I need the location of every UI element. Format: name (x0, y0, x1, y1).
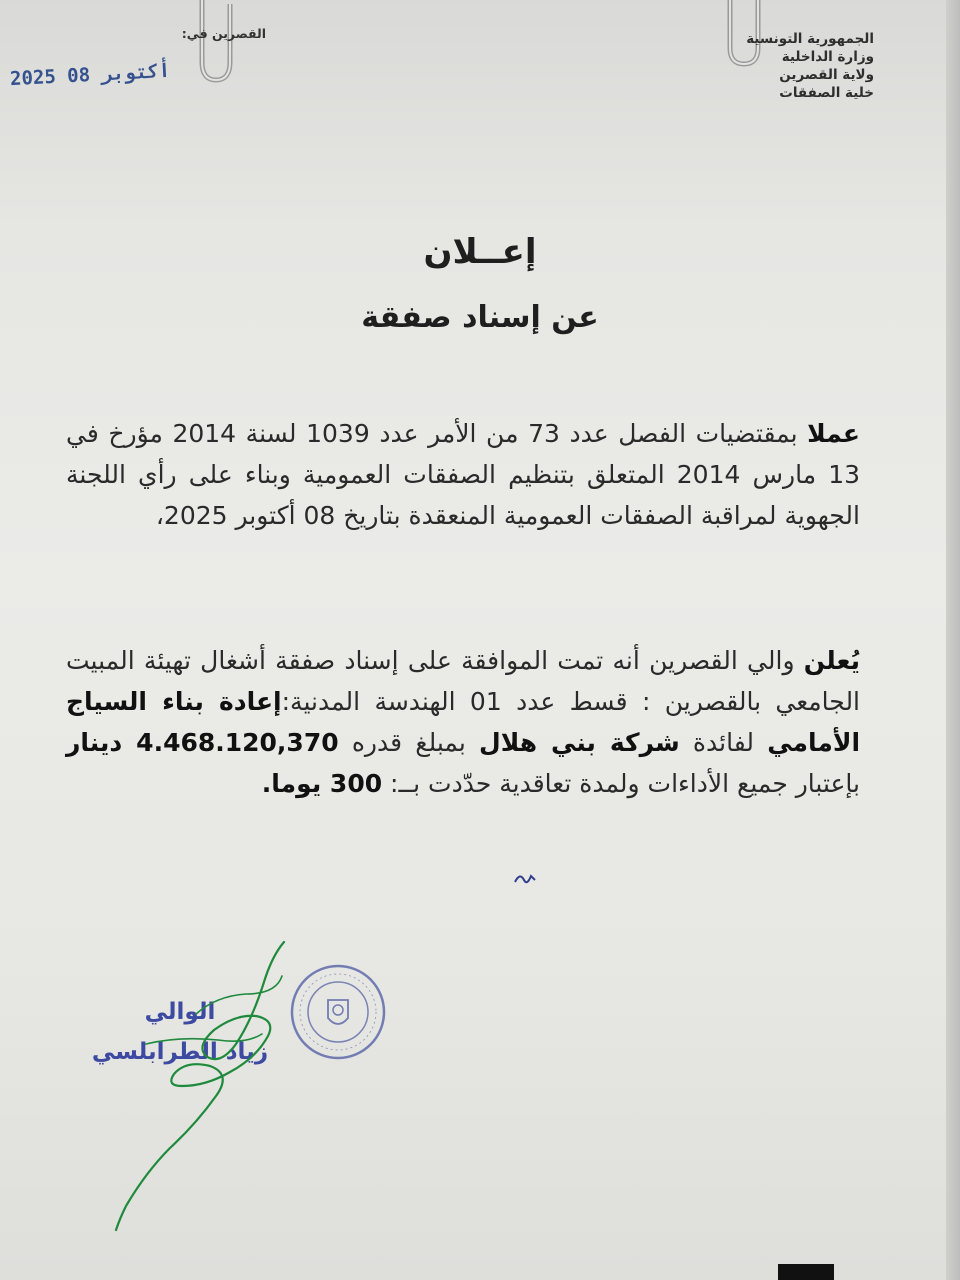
document-title: إعــلان (423, 232, 537, 272)
paragraph-award (66, 640, 860, 804)
place-date-label: القصرين في: (181, 26, 266, 41)
contract-amount: 4.468.120,370 دينار (66, 728, 339, 757)
paragraph-text: بمبلغ قدره (338, 728, 480, 757)
signatory-title: الوالي (144, 999, 216, 1025)
paragraph-text: لفائدة (679, 728, 768, 757)
paragraph-text: بإعتبار جميع الأداءات ولمدة تعاقدية حدّدت بــ: (382, 769, 860, 798)
page-edge (946, 0, 960, 1280)
letterhead-line-ministry: وزارة الداخلية (781, 49, 874, 65)
paragraph-lead-word: عملا (807, 419, 860, 448)
company-name: شركة بني هلال (479, 728, 680, 757)
paper-clip-left-icon (186, 0, 246, 86)
letterhead-line-governorate: ولاية القصرين (779, 67, 874, 83)
paragraph-lead-word: يُعلن (803, 646, 860, 675)
handwritten-signature (86, 936, 316, 1236)
corner-artifact (778, 1264, 834, 1280)
letterhead (674, 30, 874, 102)
signatory-name: زياد الطرابلسي (91, 1039, 269, 1065)
letterhead-line-republic: الجمهورية التونسية (746, 31, 874, 47)
paragraph-legal-basis (66, 413, 860, 536)
paragraph-text: بمقتضيات الفصل عدد 73 من الأمر عدد 1039 لسنة 2014 مؤرخ في 13 مارس 2014 المتعلق بتنظيم الصفقات العمومية وبناء على رأي اللجنة الجهوية لمراقبة الصفقات العمومية المنعقدة بتاريخ 08 أكتوبر 2025، (66, 419, 860, 530)
letterhead-line-unit: خلية الصفقات (779, 85, 874, 101)
pen-mark-icon (512, 868, 538, 890)
lot-description: إعادة بناء السياج الأمامي (66, 687, 861, 757)
paragraph-text: والي القصرين أنه تمت الموافقة على إسناد صفقة أشغال تهيئة المبيت الجامعي بالقصرين : قسط عدد 01 الهندسة المدنية: (66, 646, 861, 716)
date-stamp: 2025 أكتوبر 08 (9, 59, 171, 91)
document-subtitle: عن إسناد صفقة (361, 300, 599, 335)
contract-duration: 300 يوما. (261, 769, 383, 798)
